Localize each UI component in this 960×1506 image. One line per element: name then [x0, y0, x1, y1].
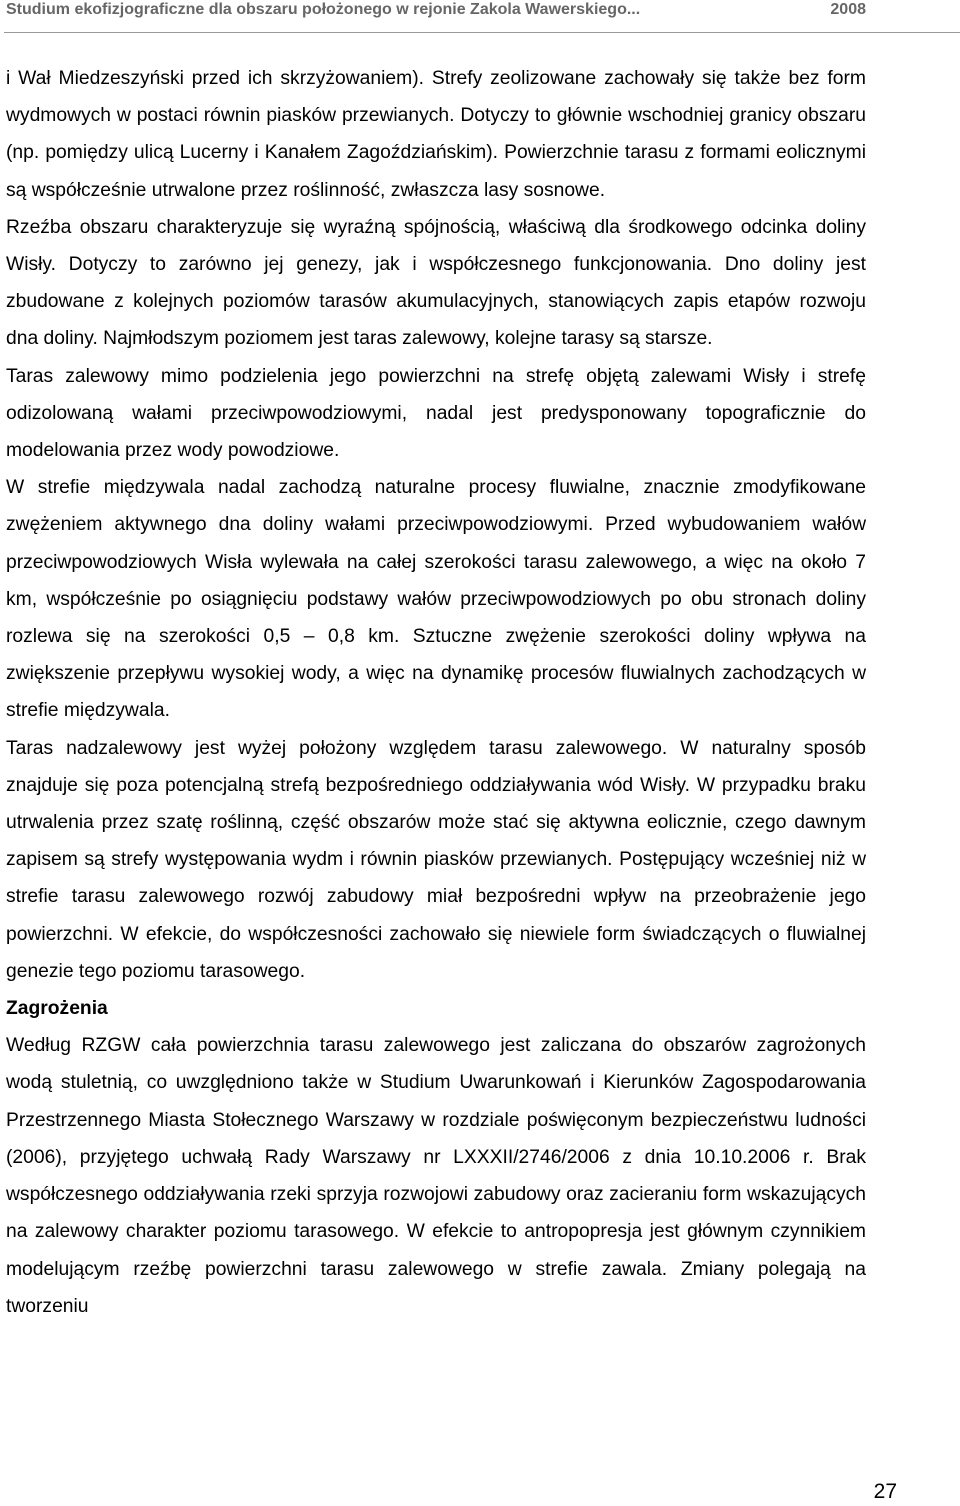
paragraph: Taras nadzalewowy jest wyżej położony względem tarasu zalewowego. W naturalny sposób znajduje się poza potencjalną strefą bezpośredniego oddziaływania wód Wisły. W przypadku braku utrwalenia przez szatę roślinną, część obszarów może stać się aktywna eolicznie, czego dawnym zapisem są strefy występowania wydm i równin piasków przewianych. Postępujący wcześniej niż w strefie tarasu zalewowego rozwój zabudowy miał bezpośredni wpływ na przeobrażenie jego powierzchni. W efekcie, do współczesności zachowało się niewiele form świadczących o fluwialnej genezie tego poziomu tarasowego.: [6, 737, 866, 982]
paragraph: i Wał Miedzeszyński przed ich skrzyżowaniem). Strefy zeolizowane zachowały się także bez form wydmowych w postaci równin piasków przewianych. Dotyczy to głównie wschodniej granicy obszaru (np. pomiędzy ulicą Lucerny i Kanałem Zagoździańskim). Powierzchnie tarasu z formami eolicznymi są współcześnie utrwalone przez roślinność, zwłaszcza lasy sosnowe.: [6, 68, 866, 201]
paragraph: Taras zalewowy mimo podzielenia jego powierzchni na strefę objętą zalewami Wisły i strefę odizolowaną wałami przeciwpowodziowymi, nadal jest predysponowany topograficznie do modelowania przez wody powodziowe.: [6, 365, 866, 462]
header-title: Studium ekofizjograficzne dla obszaru położonego w rejonie Zakola Wawerskiego...: [6, 1, 641, 18]
paragraph: Według RZGW cała powierzchnia tarasu zalewowego jest zaliczana do obszarów zagrożonych wodą stuletnią, co uwzględniono także w Studium Uwarunkowań i Kierunków Zagospodarowania Przestrzennego Miasta Stołecznego Warszawy w rozdziale poświęconym bezpieczeństwu ludności (2006), przyjętego uchwałą Rady Warszawy nr LXXXII/2746/2006 z dnia 10.10.2006 r. Brak współczesnego oddziaływania rzeki sprzyja rozwojowi zabudowy oraz zacieraniu form wskazujących na zalewowy charakter poziomu tarasowego. W efekcie to antropopresja jest głównym czynnikiem modelującym rzeźbę powierzchni tarasu zalewowego w strefie zawala. Zmiany polegają na tworzeniu: [6, 1035, 866, 1317]
section-heading: Zagrożenia: [6, 998, 108, 1020]
document-body: [6, 60, 866, 1325]
paragraph: Rzeźba obszaru charakteryzuje się wyraźną spójnością, właściwą dla środkowego odcinka doliny Wisły. Dotyczy to zarówno jej genezy, jak i współczesnego funkcjonowania. Dno doliny jest zbudowane z kolejnych poziomów tarasów akumulacyjnych, stanowiących zapis etapów rozwoju dna doliny. Najmłodszym poziomem jest taras zalewowy, kolejne tarasy są starsze.: [6, 216, 866, 350]
header-year: 2008: [830, 1, 866, 18]
page-header: [6, 0, 866, 24]
header-divider: [4, 32, 960, 33]
page-number: 27: [873, 1480, 897, 1503]
paragraph: W strefie międzywala nadal zachodzą naturalne procesy fluwialne, znacznie zmodyfikowane zwężeniem aktywnego dna doliny wałami przeciwpowodziowymi. Przed wybudowaniem wałów przeciwpowodziowych Wisła wylewała na całej szerokości tarasu zalewowego, a więc na około 7 km, współcześnie po osiągnięciu podstawy wałów przeciwpowodziowych po obu stronach doliny rozlewa się na szerokości 0,5 – 0,8 km. Sztuczne zwężenie szerokości doliny wpływa na zwiększenie przepływu wysokiej wody, a więc na dynamikę procesów fluwialnych zachodzących w strefie międzywala.: [6, 477, 866, 722]
